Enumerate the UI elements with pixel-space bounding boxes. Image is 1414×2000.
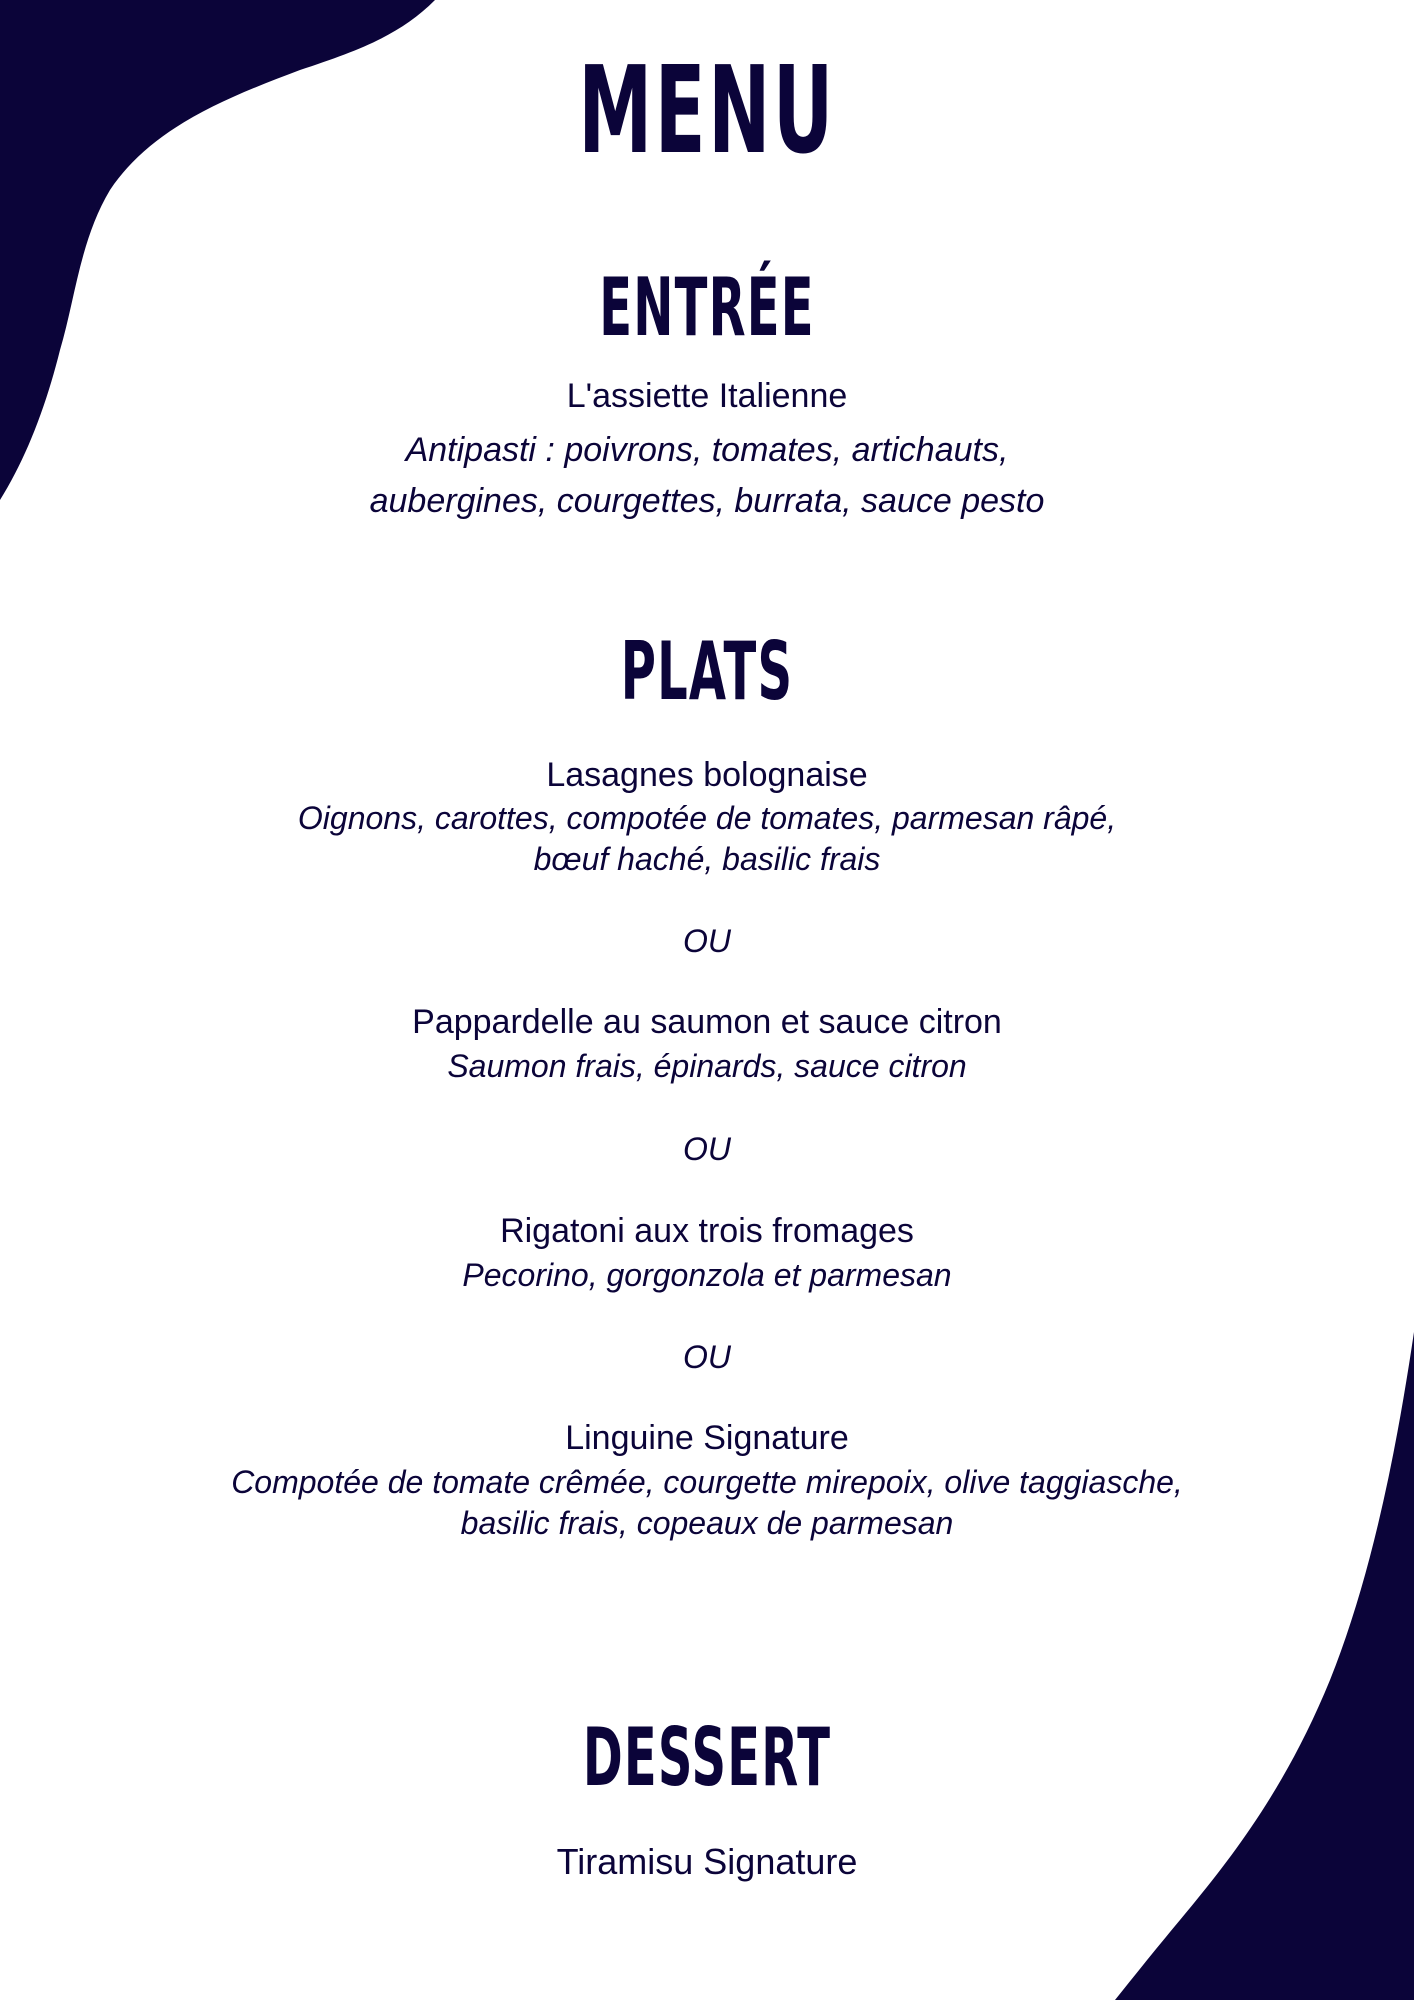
plat-description-line2: basilic frais, copeaux de parmesan [460,1505,954,1541]
entree-description-line2: aubergines, courgettes, burrata, sauce pesto [369,482,1045,520]
plat-name: Linguine Signature [565,1419,849,1457]
plat-name: Pappardelle au saumon et sauce citron [412,1003,1002,1041]
menu-title: MENU [578,42,836,181]
dessert-dish-name: Tiramisu Signature [556,1841,858,1882]
plat-description-line1: Oignons, carottes, compotée de tomates, parmesan râpé, [297,800,1117,836]
ou-separator: OU [683,923,731,959]
plat-description-line2: bœuf haché, basilic frais [533,841,881,877]
ou-separator: OU [683,1131,731,1167]
ou-separator: OU [683,1339,731,1375]
dessert-heading: DESSERT [582,1711,832,1804]
entree-heading: ENTRÉE [599,261,815,354]
plat-description-line1: Saumon frais, épinards, sauce citron [447,1048,967,1084]
plat-description-line1: Compotée de tomate crêmée, courgette mirepoix, olive taggiasche, [231,1464,1183,1500]
plat-name: Rigatoni aux trois fromages [500,1212,914,1250]
plat-description-line1: Pecorino, gorgonzola et parmesan [462,1257,952,1293]
entree-dish-name: L'assiette Italienne [566,377,848,415]
plat-name: Lasagnes bolognaise [546,756,868,794]
entree-description-line1: Antipasti : poivrons, tomates, artichauts, [405,431,1009,469]
plats-heading: PLATS [620,625,794,718]
